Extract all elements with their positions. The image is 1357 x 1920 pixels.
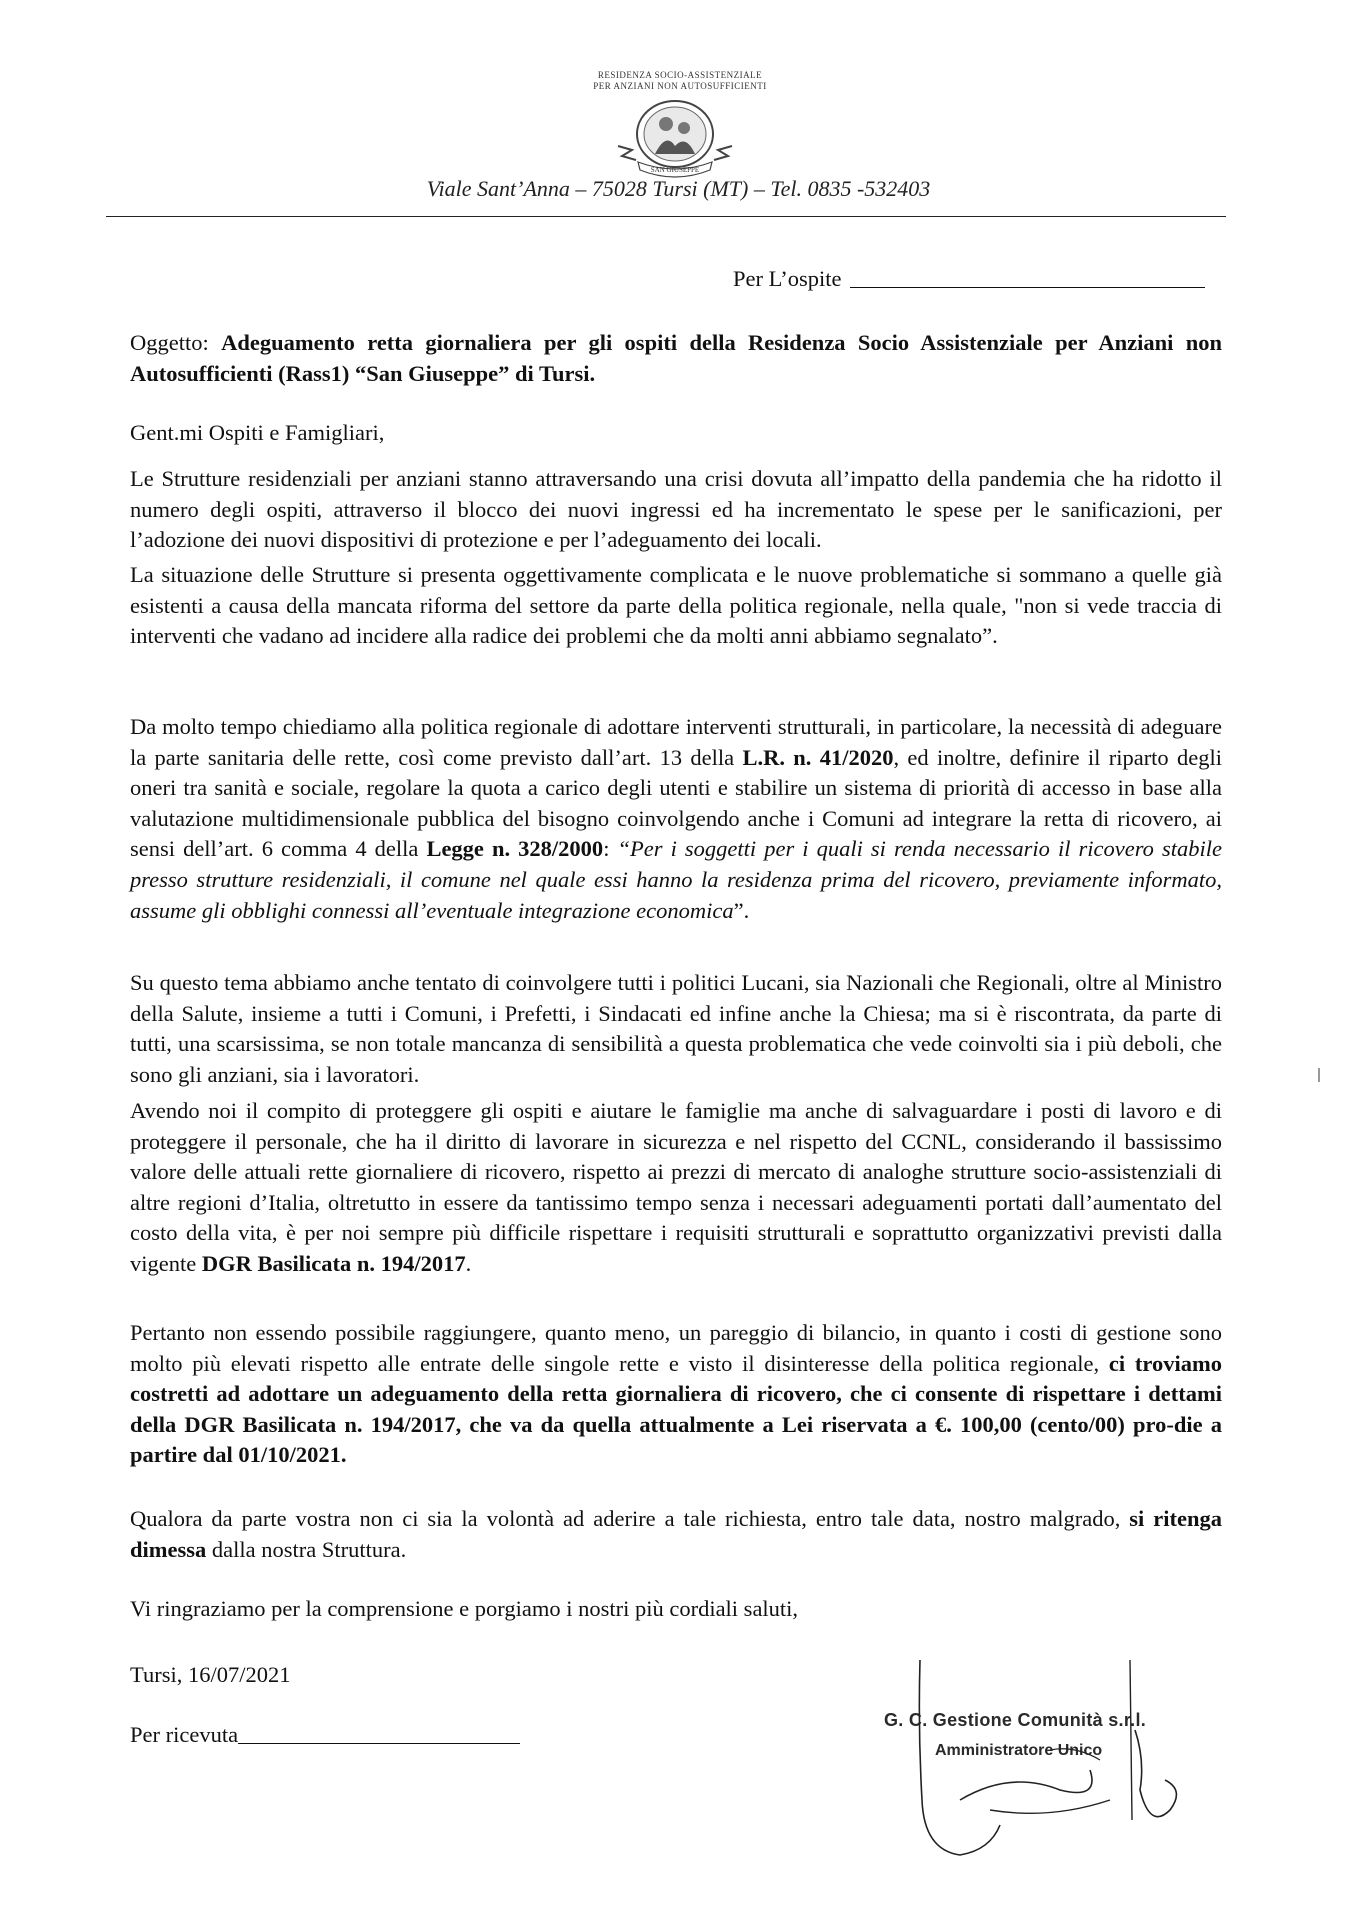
p3-law-ref-1: L.R. n. 41/2020 [742, 744, 894, 770]
subject-text: Adeguamento retta giornaliera per gli ospiti della Residenza Socio Assistenziale per Anziani non Autosufficienti (Rass1) “San Giuseppe” di Tursi. [130, 330, 1223, 386]
org-line-1: RESIDENZA SOCIO-ASSISTENZIALE [597, 70, 763, 80]
recipient-label: Per L’ospite [733, 266, 842, 291]
paragraph-6 [130, 1318, 1222, 1471]
p6-bold-text: ci troviamo costretti ad adottare un adeguamento della retta giornaliera di ricovero, che ci consente di rispettare i dettami della DGR Basilicata n. 194/2017, che va da quella attualmente a Lei riservata a €. 100,00 (cento/00) pro-die a partire dal 01/10/2021. [130, 1350, 1222, 1468]
company-stamp-role: Amministratore Unico [935, 1742, 1103, 1759]
margin-mark [1318, 1068, 1320, 1082]
p3-text-end: ”. [733, 897, 750, 923]
p5-text-end: . [465, 1250, 472, 1276]
company-stamp-name: G. C. Gestione Comunità s.r.l. [884, 1710, 1147, 1730]
p3-text-c: : [603, 836, 618, 862]
paragraph-1: Le Strutture residenziali per anziani stanno attraversando una crisi dovuta all’impatto della pandemia che ha ridotto il numero degli ospiti, attraverso il blocco dei nuovi ingressi ed ha incrementato le spese per le sanificazioni, per l’adozione dei nuovi dispositivi di protezione e per l’adeguamento dei locali. [130, 466, 1222, 553]
recipient-blank-line [850, 269, 1205, 288]
p3-quote: “Per i soggetti per i quali si renda necessario il ricovero stabile presso strutture residenziali, il comune nel quale essi hanno la residenza prima del ricovero, previamente informato, assume gli obblighi connessi all’eventuale integrazione economica [130, 836, 1222, 923]
p3-text-b: , ed inoltre, definire il riparto degli oneri tra sanità e sociale, regolare la quota a carico degli utenti e stabilire un sistema di priorità di accesso in base alla valutazione multidimensionale pubblica del bisogno coinvolgendo anche i Comuni ad integrare la retta di ricovero, ai sensi dell’art. 6 comma 4 della [130, 744, 1222, 862]
subject-label: Oggetto: [130, 330, 209, 355]
salutation: Gent.mi Ospiti e Famigliari, [130, 420, 385, 445]
recipient-field [733, 266, 1205, 292]
closing-paragraph: Vi ringraziamo per la comprensione e porgiamo i nostri più cordiali saluti, [130, 1596, 799, 1621]
paragraph-4: Su questo tema abbiamo anche tentato di coinvolgere tutti i politici Lucani, sia Nazionali che Regionali, oltre al Ministro della Salute, insieme a tutti i Comuni, i Prefetti, i Sindacati ed infine anche la Chiesa; ma si è riscontrata, da parte di tutti, una scarsissima, se non totale mancanza di sensibilità a questa problematica che vede coinvolti sia i più deboli, che sono gli anziani, sia i lavoratori. [130, 970, 1222, 1087]
subject [130, 328, 1222, 389]
p5-text: Avendo noi il compito di proteggere gli ospiti e aiutare le famiglie ma anche di salvaguardare i posti di lavoro e di proteggere il personale, che ha il diritto di lavorare in sicurezza e nel rispetto del CCNL, considerando il bassissimo valore delle attuali rette giornaliere di ricovero, rispetto ai prezzi di mercato di analoghe strutture socio-assistenziali di altre regioni d’Italia, oltretutto in essere da tantissimo tempo senza i necessari adeguamenti portati dall’aumentato del costo della vita, è per noi sempre più difficile rispettare i requisiti strutturali e soprattutto organizzativi previsti dalla vigente [130, 1098, 1222, 1276]
p7-text-end: dalla nostra Struttura. [206, 1536, 407, 1562]
p7-text: Qualora da parte vostra non ci sia la volontà ad aderire a tale richiesta, entro tale data, nostro malgrado, [130, 1506, 1130, 1531]
letter-date: Tursi, 16/07/2021 [130, 1662, 291, 1687]
p7-bold-text: si ritenga dimessa [130, 1506, 1222, 1562]
logo-caption: SAN GIUSEPPE [650, 166, 700, 174]
p3-law-ref-2: Legge n. 328/2000 [426, 836, 604, 862]
paragraph-5 [130, 1096, 1222, 1280]
letterhead-org-name [560, 70, 800, 92]
p6-text: Pertanto non essendo possibile raggiungere, quanto meno, un pareggio di bilancio, in quanto i costi di gestione sono molto più elevati rispetto alle entrate delle singole rette e visto il disinteresse della politica regionale, [130, 1320, 1222, 1376]
paragraph-7 [130, 1504, 1222, 1565]
receipt-label: Per ricevuta [130, 1722, 239, 1747]
header-divider [106, 216, 1226, 217]
letterhead-address: Viale Sant’Anna – 75028 Tursi (MT) – Tel. 0835 -532403 [426, 176, 931, 201]
p5-law-ref: DGR Basilicata n. 194/2017 [201, 1250, 466, 1276]
handwritten-signature [900, 1650, 1200, 1870]
paragraph-3 [130, 712, 1222, 926]
receipt-blank-line [238, 1725, 520, 1744]
p3-text-a: Da molto tempo chiediamo alla politica regionale di adottare interventi strutturali, in particolare, la necessità di adeguare la parte sanitaria delle rette, così come previsto dall’art. 13 della [130, 714, 1222, 770]
org-line-2: PER ANZIANI NON AUTOSUFFICIENTI [593, 81, 767, 91]
paragraph-2: La situazione delle Strutture si presenta oggettivamente complicata e le nuove problematiche si sommano a quelle già esistenti a causa della mancata riforma del settore da parte della politica regionale, nella quale, "non si vede traccia di interventi che vadano ad incidere alla radice dei problemi che da molti anni abbiamo segnalato”. [130, 562, 1222, 649]
san-giuseppe-logo [600, 96, 750, 180]
